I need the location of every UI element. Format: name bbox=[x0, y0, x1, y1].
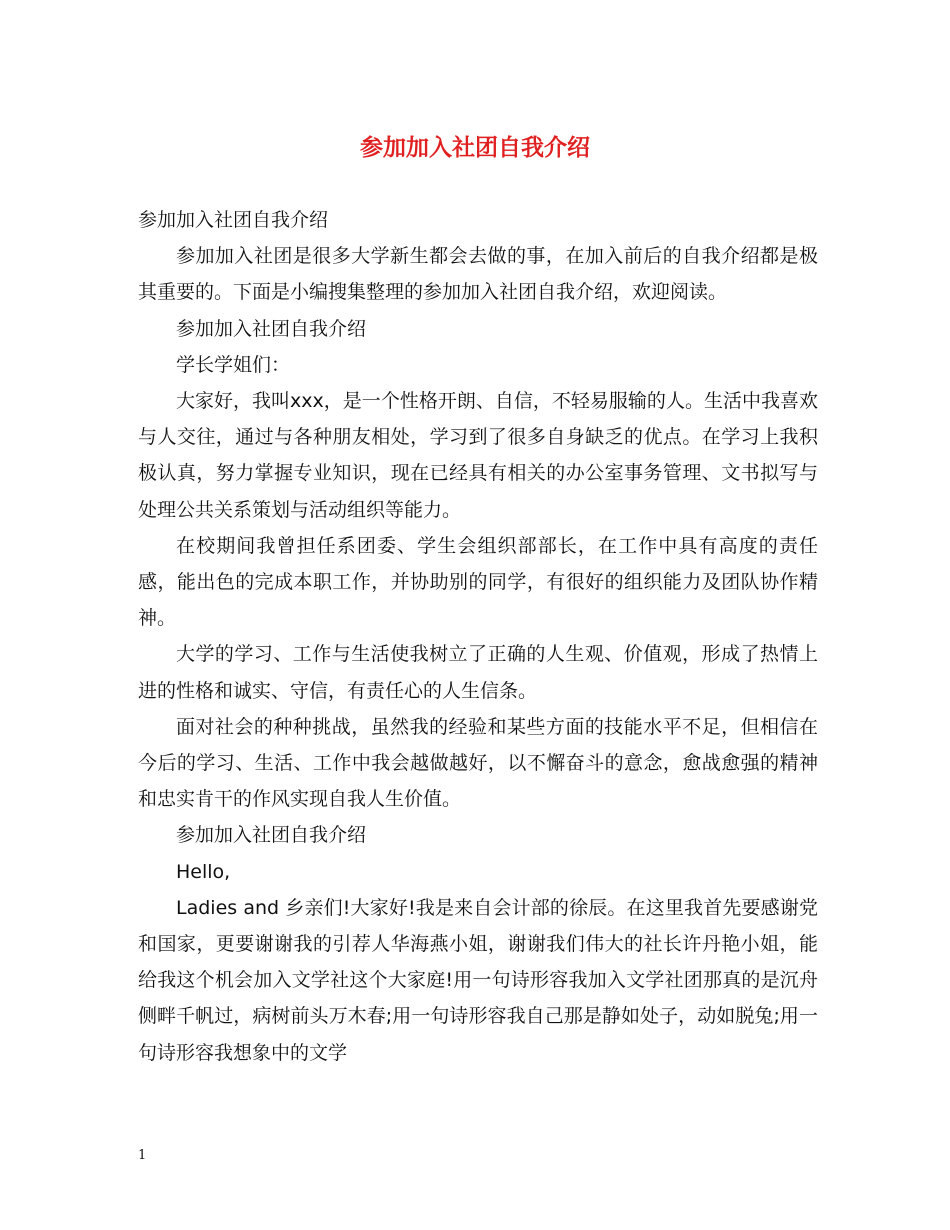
paragraph: 在校期间我曾担任系团委、学生会组织部部长，在工作中具有高度的责任感，能出色的完成本职工作，并协助别的同学，有很好的组织能力及团队协作精神。 bbox=[138, 534, 818, 630]
paragraph: 面对社会的种种挑战，虽然我的经验和某些方面的技能水平不足，但相信在今后的学习、生活、工作中我会越做越好，以不懈奋斗的意念，愈战愈强的精神和忠实肯干的作风实现自我人生价值。 bbox=[138, 715, 818, 811]
document-title: 参加加入社团自我介绍 bbox=[360, 135, 590, 161]
paragraph: 参加加入社团自我介绍 bbox=[176, 317, 367, 340]
paragraph: 参加加入社团自我介绍 bbox=[138, 209, 329, 231]
paragraph: 参加加入社团是很多大学新生都会去做的事，在加入前后的自我介绍都是极其重要的。下面是小编搜集整理的参加加入社团自我介绍，欢迎阅读。 bbox=[138, 245, 818, 304]
paragraph: 大学的学习、工作与生活使我树立了正确的人生观、价值观，形成了热情上进的性格和诚实、守信，有责任心的人生信条。 bbox=[138, 643, 818, 702]
document-body bbox=[138, 202, 818, 1071]
paragraph: Hello, bbox=[176, 860, 231, 883]
page-number: 1 bbox=[138, 1148, 147, 1163]
paragraph: 学长学姐们： bbox=[176, 353, 291, 376]
paragraph: Ladies and 乡亲们!大家好!我是来自会计部的徐辰。在这里我首先要感谢党和国家，更要谢谢我的引荐人华海燕小姐，谢谢我们伟大的社长许丹艳小姐，能给我这个机会加入文学社这个大家庭!用一句诗形容我加入文学社团那真的是沉舟侧畔千帆过，病树前头万木春;用一句诗形容我自己那是静如处子，动如脱兔;用一句诗形容我想象中的文学 bbox=[138, 896, 818, 1064]
paragraph: 参加加入社团自我介绍 bbox=[176, 824, 367, 847]
paragraph: 大家好，我叫xxx，是一个性格开朗、自信，不轻易服输的人。生活中我喜欢与人交往，通过与各种朋友相处，学习到了很多自身缺乏的优点。在学习上我积极认真，努力掌握专业知识，现在已经具有相关的办公室事务管理、文书拟写与处理公共关系策划与活动组织等能力。 bbox=[138, 390, 818, 521]
